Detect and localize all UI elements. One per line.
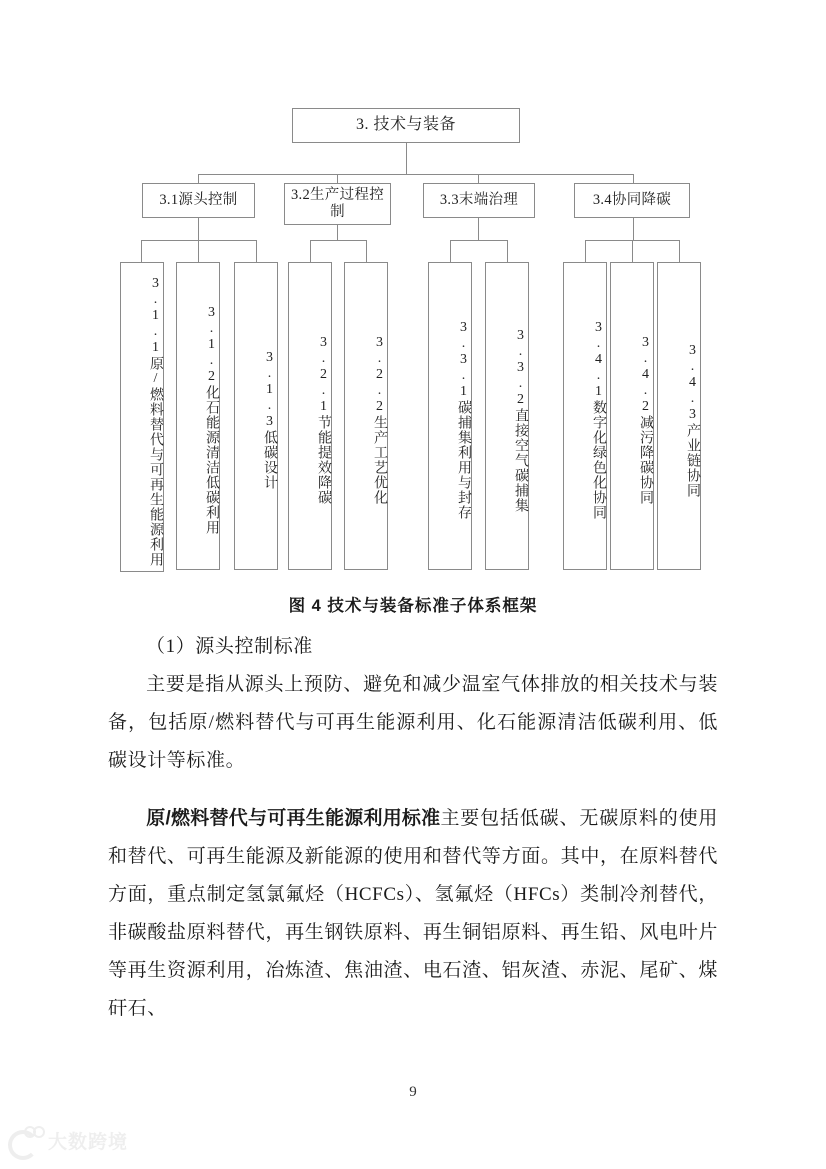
- diagram-leaf-3-1-2: 3.1.2化石能源清洁低碳利用: [176, 262, 220, 570]
- edge-branch-2-bus: [310, 240, 366, 241]
- edge-branch-2-drop-1: [310, 240, 311, 262]
- edge-branch-2-stem: [337, 225, 338, 240]
- paragraph-1: [108, 666, 718, 780]
- figure-caption: 图 4 技术与装备标准子体系框架: [288, 597, 538, 615]
- paragraph-2-text: 主要包括低碳、无碳原料的使用和替代、可再生能源及新能源的使用和替代等方面。其中，在原料替代方面，重点制定氢氯氟烃（HCFCs）、氢氟烃（HFCs）类制冷剂替代，非碳酸盐原料替代，再生钢铁原料、再生铜铝原料、再生铅、风电叶片等再生资源利用，冶炼渣、焦油渣、电石渣、铝灰渣、赤泥、尾矿、煤矸石、: [108, 808, 719, 1019]
- edge-branch-1-stem: [198, 218, 199, 240]
- diagram-leaf-3-1-3: 3.1.3低碳设计: [234, 262, 278, 570]
- edge-branch-1-drop-3: [256, 240, 257, 262]
- diagram-leaf-3-1-1: 3.1.1原/燃料替代与可再生能源利用: [120, 262, 164, 572]
- edge-drop-branch-2: [337, 174, 338, 183]
- edge-level2-bus: [198, 174, 633, 175]
- diagram-branch-node-1: 3.1源头控制: [142, 183, 255, 218]
- diagram-leaf-3-2-2: 3.2.2生产工艺优化: [344, 262, 388, 570]
- edge-branch-3-stem: [478, 218, 479, 240]
- edge-branch-4-drop-3: [679, 240, 680, 262]
- diagram-root-node: 3. 技术与装备: [292, 108, 520, 143]
- diagram-branch-node-4: 3.4协同降碳: [574, 183, 690, 218]
- diagram-branch-node-3: 3.3末端治理: [423, 183, 535, 218]
- diagram-leaf-3-4-3: 3.4.3产业链协同: [657, 262, 701, 570]
- diagram-branch-node-2: 3.2生产过程控制: [284, 183, 391, 225]
- paragraph-2-lead-term: 原/燃料替代与可再生能源利用标准: [146, 808, 441, 829]
- diagram-leaf-3-4-2: 3.4.2减污降碳协同: [610, 262, 654, 570]
- section-heading: [108, 628, 718, 666]
- edge-branch-1-drop-1: [141, 240, 142, 262]
- edge-branch-4-drop-1: [585, 240, 586, 262]
- edge-branch-3-bus: [450, 240, 507, 241]
- edge-branch-3-drop-1: [450, 240, 451, 262]
- diagram-leaf-3-4-1: 3.4.1数字化绿色化协同: [563, 262, 607, 570]
- edge-branch-2-drop-2: [366, 240, 367, 262]
- diagram-leaf-3-2-1: 3.2.1节能提效降碳: [288, 262, 332, 570]
- diagram-leaf-3-3-2: 3.3.2直接空气碳捕集: [485, 262, 529, 570]
- diagram-leaf-3-3-1: 3.3.1碳捕集利用与封存: [428, 262, 472, 570]
- edge-drop-branch-1: [198, 174, 199, 183]
- edge-drop-branch-3: [478, 174, 479, 183]
- edge-branch-4-stem: [633, 218, 634, 240]
- paragraph-2: [108, 800, 718, 1028]
- edge-branch-3-drop-2: [507, 240, 508, 262]
- edge-branch-4-drop-2: [632, 240, 633, 262]
- paragraph-1-text: 主要是指从源头上预防、避免和减少温室气体排放的相关技术与装备，包括原/燃料替代与可再生能源利用、化石能源清洁低碳利用、低碳设计等标准。: [108, 674, 718, 771]
- edge-branch-1-drop-2: [198, 240, 199, 262]
- watermark: [8, 1126, 128, 1154]
- edge-root-stem: [406, 143, 407, 174]
- section-heading-text: （1）源头控制标准: [146, 636, 313, 657]
- edge-drop-branch-4: [633, 174, 634, 183]
- circle-dots-logo-icon: [8, 1126, 42, 1154]
- watermark-label: 大数跨境: [48, 1131, 129, 1153]
- figure-technology-equipment-framework: [0, 0, 826, 580]
- page-number: 9: [409, 1084, 417, 1100]
